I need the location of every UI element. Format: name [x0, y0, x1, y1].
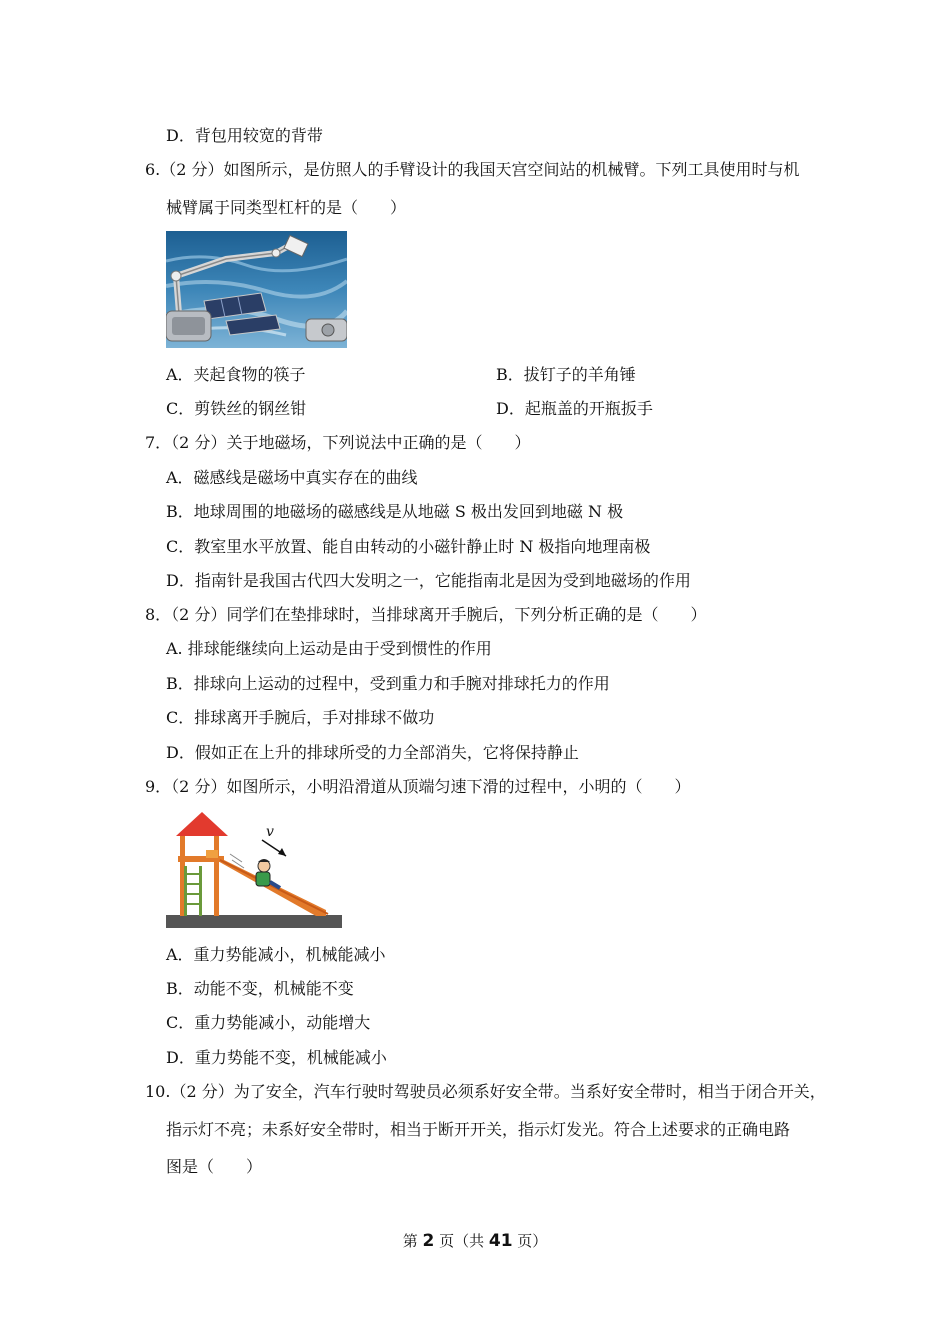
q6-option-c: C．剪铁丝的钢丝钳 — [166, 399, 307, 418]
q8-option-c: C．排球离开手腕后，手对排球不做功 — [166, 708, 435, 727]
velocity-label: v — [266, 824, 274, 840]
space-station-arm-image — [166, 231, 347, 348]
q9-option-c: C．重力势能减小，动能增大 — [166, 1013, 371, 1032]
q9-option-d: D．重力势能不变，机械能减小 — [166, 1048, 387, 1067]
q10-stem-line2: 指示灯不亮；未系好安全带时，相当于断开开关，指示灯发光。符合上述要求的正确电路 — [166, 1120, 791, 1139]
q6-stem-line2: 械臂属于同类型杠杆的是（ ） — [166, 198, 407, 217]
total-pages-number: 41 — [488, 1231, 513, 1251]
footer-middle: 页（共 — [434, 1232, 489, 1250]
q9-stem: 9．（2 分）如图所示，小明沿滑道从顶端匀速下滑的过程中，小明的（ ） — [145, 777, 691, 796]
q6-option-d: D．起瓶盖的开瓶扳手 — [496, 399, 653, 418]
q8-option-d: D．假如正在上升的排球所受的力全部消失，它将保持静止 — [166, 743, 579, 762]
q8-option-a: A. 排球能继续向上运动是由于受到惯性的作用 — [166, 639, 492, 658]
q7-stem: 7．（2 分）关于地磁场，下列说法中正确的是（ ） — [145, 433, 531, 452]
prev-option-d: D．背包用较宽的背带 — [166, 126, 323, 145]
q6-stem-line1: 6.（2 分）如图所示，是仿照人的手臂设计的我国天宫空间站的机械臂。下列工具使用时与机 — [145, 160, 800, 179]
q8-stem: 8．（2 分）同学们在垫排球时，当排球离开手腕后，下列分析正确的是（ ） — [145, 605, 707, 624]
footer-suffix: 页） — [512, 1232, 548, 1250]
current-page-number: 2 — [422, 1231, 435, 1251]
q7-option-d: D．指南针是我国古代四大发明之一，它能指南北是因为受到地磁场的作用 — [166, 571, 691, 590]
q6-option-a: A．夹起食物的筷子 — [166, 365, 306, 384]
q7-option-a: A．磁感线是磁场中真实存在的曲线 — [166, 468, 418, 487]
q6-option-b: B．拔钉子的羊角锤 — [496, 365, 636, 384]
q7-option-b: B．地球周围的地磁场的磁感线是从地磁 S 极出发回到地磁 N 极 — [166, 502, 624, 521]
footer-prefix: 第 — [402, 1232, 423, 1250]
slide-figure — [166, 810, 342, 928]
q7-option-c: C．教室里水平放置、能自由转动的小磁针静止时 N 极指向地理南极 — [166, 537, 651, 556]
q10-stem-line3: 图是（ ） — [166, 1157, 263, 1176]
page-footer — [0, 1230, 950, 1251]
q9-option-a: A．重力势能减小，机械能减小 — [166, 945, 386, 964]
q8-option-b: B．排球向上运动的过程中，受到重力和手腕对排球托力的作用 — [166, 674, 610, 693]
q9-option-b: B．动能不变，机械能不变 — [166, 979, 354, 998]
q10-stem-line1: 10.（2 分）为了安全，汽车行驶时驾驶员必须系好安全带。当系好安全带时，相当于闭合开关， — [145, 1082, 826, 1101]
